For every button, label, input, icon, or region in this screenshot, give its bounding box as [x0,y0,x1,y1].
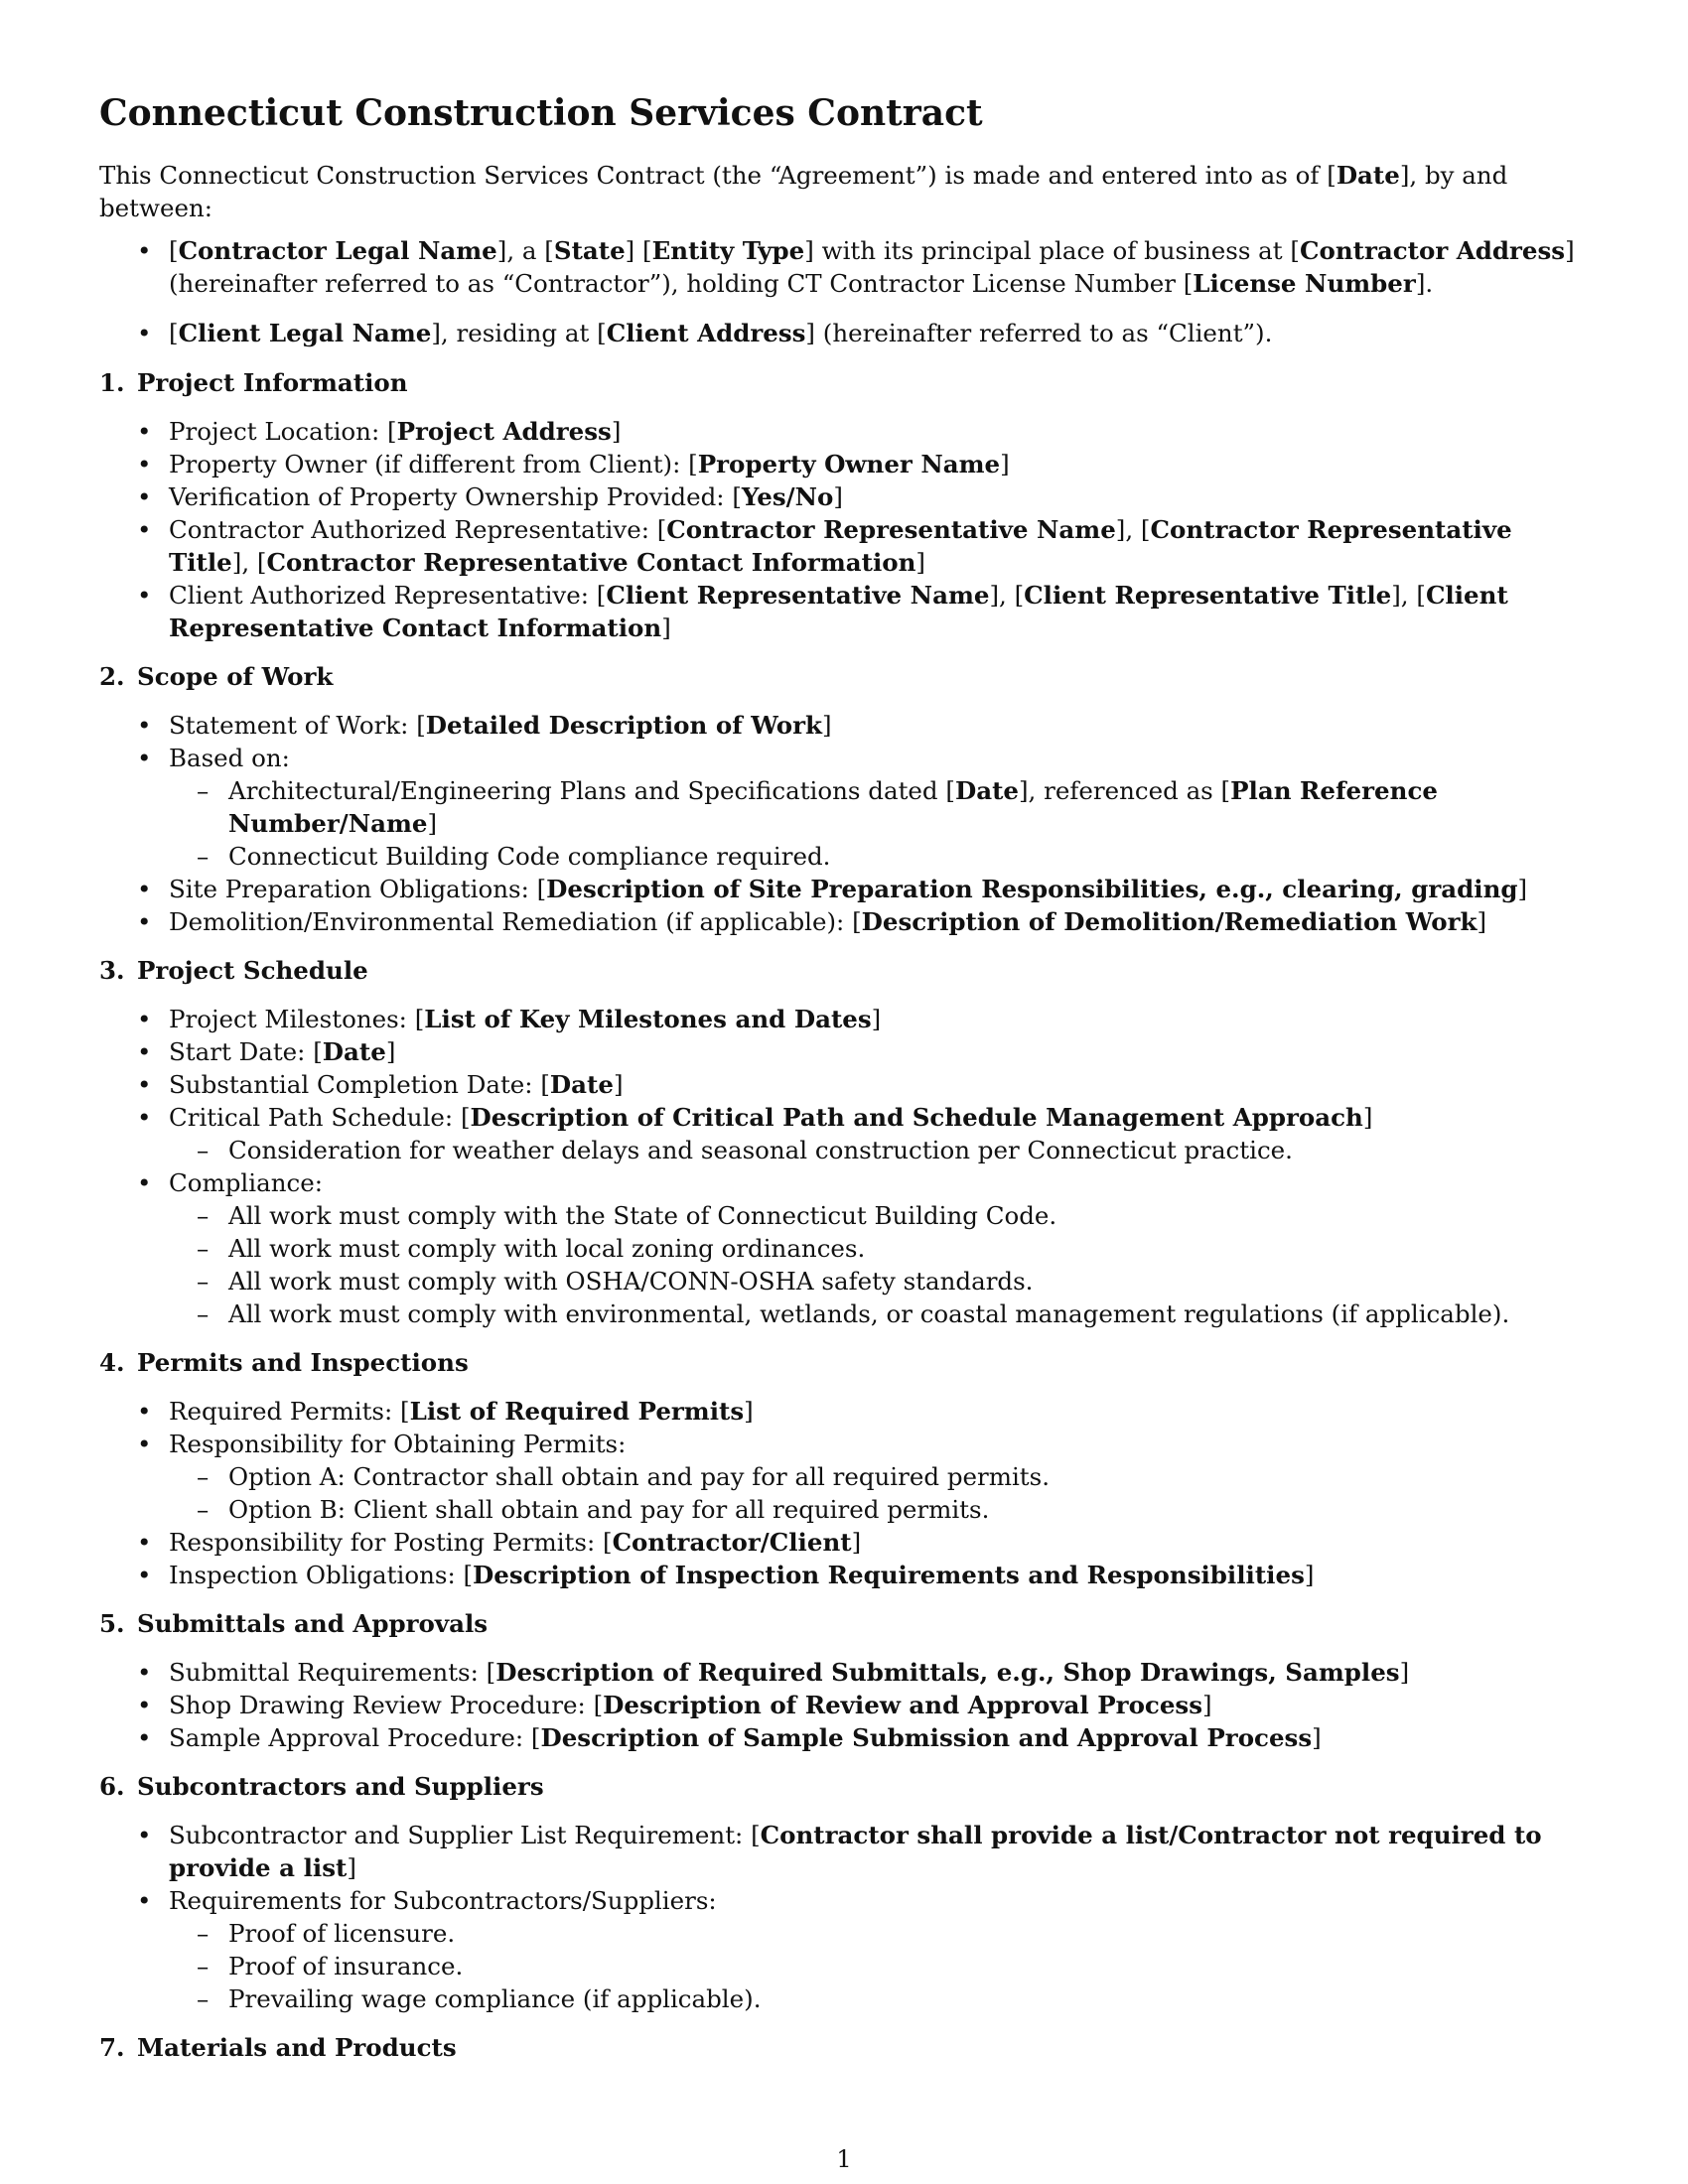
placeholder: Client Representative Name [606,581,990,610]
list-item [129,1689,1589,1721]
placeholder: Detailed Description of Work [425,711,823,740]
bullet-icon: • [137,1005,152,1033]
item-label: Based on: [169,744,290,772]
item-label: Start Date: [ [169,1037,323,1066]
bullet-icon: • [137,1103,152,1132]
placeholder: List of Key Milestones and Dates [424,1005,872,1033]
list-item [129,415,1589,448]
placeholder: Contractor Representative Title [169,515,1512,577]
section-number: 4. [99,1348,125,1377]
text: ] [1304,1561,1315,1589]
text: [ [169,319,179,347]
text: ] (hereinafter referred to as “Client”). [805,319,1273,347]
bullet-icon: • [137,1070,152,1099]
bullet-icon: • [137,1886,152,1915]
list-item [129,1428,1589,1526]
item-text: Connecticut Building Code compliance required. [228,842,831,871]
dash-icon: – [197,1462,210,1491]
sub-item [189,1199,1589,1232]
sub-item [189,840,1589,873]
item-label: Demolition/Environmental Remediation (if applicable): [ [169,907,862,936]
item-label: Sample Approval Procedure: [ [169,1723,541,1752]
sub-item [189,1982,1589,2015]
intro-paragraph [99,159,1589,224]
dash-icon: – [197,1299,210,1328]
item-label: Submittal Requirements: [ [169,1658,496,1687]
placeholder: Contractor shall provide a list/Contractor not required to provide a list [169,1821,1542,1882]
list-item [129,448,1589,480]
item-label: Project Location: [ [169,417,397,446]
text: ] [744,1397,754,1426]
bullet-icon: • [137,1821,152,1849]
bullet-icon: • [137,1658,152,1687]
placeholder: Client Representative Contact Information [169,581,1508,642]
sub-item [189,1460,1589,1493]
dash-icon: – [197,1495,210,1524]
placeholder: Description of Required Submittals, e.g., Shop Drawings, Samples [495,1658,1400,1687]
item-text: Prevailing wage compliance (if applicable). [228,1984,762,2013]
list-item [129,513,1589,579]
bullet-icon: • [137,482,152,511]
document-page [99,91,1589,2080]
license-number-placeholder: License Number [1193,269,1416,298]
text: [ [169,236,179,265]
list-item [129,1035,1589,1068]
item-label: Client Authorized Representative: [ [169,581,607,610]
section-number: 6. [99,1772,125,1801]
text: ], referenced as [ [1018,776,1231,805]
bullet-icon: • [137,1691,152,1719]
dash-icon: – [197,776,210,805]
text: ], [ [989,581,1025,610]
bullet-icon: • [137,1430,152,1458]
contractor-address-placeholder: Contractor Address [1299,236,1566,265]
section-title: Permits and Inspections [137,1348,469,1377]
item-label: Responsibility for Obtaining Permits: [169,1430,627,1458]
bullet-icon: • [137,744,152,772]
placeholder: Yes/No [741,482,834,511]
list-item [129,1819,1589,1884]
text: ] (hereinafter referred to as “Contractor”), holding CT Contractor License Number [ [169,236,1575,298]
section-heading-6 [99,1770,1589,1803]
item-label: Requirements for Subcontractors/Suppliers: [169,1886,717,1915]
bullet-icon: • [137,1397,152,1426]
placeholder: Description of Sample Submission and Approval Process [540,1723,1313,1752]
bullet-icon: • [137,1168,152,1197]
sub-item [189,1493,1589,1526]
bullet-icon: • [137,417,152,446]
placeholder: Contractor/Client [612,1528,852,1557]
text: ] [347,1853,356,1882]
dash-icon: – [197,1234,210,1263]
parties-list [99,234,1589,349]
text: ] [1312,1723,1322,1752]
list-item [129,579,1589,644]
text: ] [851,1528,862,1557]
item-label: Required Permits: [ [169,1397,410,1426]
list-item [129,1003,1589,1035]
item-label: Substantial Completion Date: [ [169,1070,550,1099]
item-text: Consideration for weather delays and seasonal construction per Connecticut practice. [228,1136,1293,1164]
section-heading-1 [99,366,1589,399]
section-3-list [99,1003,1589,1330]
bullet-icon: • [137,875,152,903]
dash-icon: – [197,1267,210,1296]
item-label: Project Milestones: [ [169,1005,425,1033]
section-5-list [99,1656,1589,1754]
placeholder: Project Address [396,417,612,446]
item-text: Option A: Contractor shall obtain and pay for all required permits. [228,1462,1050,1491]
sub-item [189,774,1589,840]
contractor-party [129,234,1589,300]
placeholder: Description of Inspection Requirements and Responsibilities [473,1561,1305,1589]
placeholder: Description of Site Preparation Responsibilities, e.g., clearing, grading [546,875,1518,903]
text: ] [1202,1691,1212,1719]
text: ], a [ [496,236,554,265]
bullet-icon: • [137,515,152,544]
bullet-icon: • [137,1723,152,1752]
item-label: Compliance: [169,1168,323,1197]
list-item [129,1395,1589,1428]
dash-icon: – [197,1201,210,1230]
text: ], [ [1391,581,1426,610]
placeholder: Property Owner Name [697,450,1001,478]
text: ] [611,417,622,446]
section-heading-7 [99,2031,1589,2064]
item-text: Proof of insurance. [228,1952,464,1980]
dash-icon: – [197,1952,210,1980]
state-placeholder: State [553,236,626,265]
page-number: 1 [836,2145,852,2173]
section-title: Project Schedule [137,956,368,985]
section-1-list [99,415,1589,644]
bullet-icon: • [137,1037,152,1066]
item-label: Contractor Authorized Representative: [ [169,515,667,544]
list-item [129,1721,1589,1754]
text: ] with its principal place of business at [ [804,236,1300,265]
dash-icon: – [197,1919,210,1948]
text: ]. [1415,269,1434,298]
dash-icon: – [197,1136,210,1164]
item-label: Critical Path Schedule: [ [169,1103,471,1132]
section-title: Materials and Products [137,2033,457,2062]
bullet-icon: • [137,450,152,478]
section-number: 1. [99,368,125,397]
list-item [129,1656,1589,1689]
bullet-icon: • [137,1528,152,1557]
section-title: Subcontractors and Suppliers [137,1772,544,1801]
placeholder: Description of Demolition/Remediation Work [861,907,1477,936]
list-item [129,905,1589,938]
text: ] [871,1005,882,1033]
section-2-list [99,709,1589,938]
list-item [129,480,1589,513]
text: ] [ [625,236,652,265]
client-legal-name-placeholder: Client Legal Name [178,319,432,347]
section-number: 3. [99,956,125,985]
item-label: Architectural/Engineering Plans and Specifications dated [ [228,776,955,805]
list-item [129,742,1589,873]
list-item [129,873,1589,905]
sub-item [189,1297,1589,1330]
section-number: 7. [99,2033,125,2062]
item-text: Proof of licensure. [228,1919,456,1948]
text: ], [ [231,548,267,577]
sub-list [169,1917,1589,2015]
section-title: Submittals and Approvals [137,1609,489,1638]
list-item [129,1166,1589,1330]
intro-text: This Connecticut Construction Services Contract (the “Agreement”) is made and entered into as of [ [99,161,1336,190]
sub-item [189,1134,1589,1166]
placeholder: Plan Reference Number/Name [228,776,1438,838]
text: ], residing at [ [431,319,607,347]
text: ] [1000,450,1010,478]
sub-item [189,1232,1589,1265]
text: ] [915,548,925,577]
text: ] [833,482,843,511]
item-label: Inspection Obligations: [ [169,1561,474,1589]
item-text: Option B: Client shall obtain and pay for all required permits. [228,1495,990,1524]
text: ] [385,1037,396,1066]
entity-type-placeholder: Entity Type [651,236,805,265]
bullet-icon: • [137,581,152,610]
bullet-icon: • [137,319,152,347]
placeholder: Date [322,1037,386,1066]
placeholder: Description of Review and Approval Process [603,1691,1203,1719]
placeholder: List of Required Permits [409,1397,745,1426]
bullet-icon: • [137,711,152,740]
text: ] [822,711,832,740]
sub-list [169,774,1589,873]
bullet-icon: • [137,236,152,265]
bullet-icon: • [137,907,152,936]
intro-text: ], by and between: [99,161,1508,222]
sub-item [189,1917,1589,1950]
sub-item [189,1265,1589,1297]
item-text: All work must comply with local zoning ordinances. [228,1234,866,1263]
section-heading-3 [99,954,1589,987]
text: ] [1362,1103,1373,1132]
placeholder: Contractor Representative Contact Information [266,548,916,577]
section-number: 5. [99,1609,125,1638]
agreement-date-placeholder: Date [1336,161,1400,190]
list-item [129,1526,1589,1559]
item-text: All work must comply with OSHA/CONN-OSHA safety standards. [228,1267,1034,1296]
item-label: Statement of Work: [ [169,711,426,740]
item-label: Property Owner (if different from Client): [ [169,450,698,478]
item-text: All work must comply with the State of Connecticut Building Code. [228,1201,1057,1230]
list-item [129,1068,1589,1101]
bullet-icon: • [137,1561,152,1589]
section-heading-5 [99,1607,1589,1640]
section-6-list [99,1819,1589,2015]
contractor-legal-name-placeholder: Contractor Legal Name [178,236,497,265]
dash-icon: – [197,1984,210,2013]
item-label: Verification of Property Ownership Provided: [ [169,482,742,511]
list-item [129,1559,1589,1591]
section-number: 2. [99,662,125,691]
placeholder: Date [954,776,1019,805]
dash-icon: – [197,842,210,871]
item-label: Responsibility for Posting Permits: [ [169,1528,613,1557]
list-item [129,709,1589,742]
client-party [129,317,1589,349]
section-title: Project Information [137,368,408,397]
item-label: Subcontractor and Supplier List Requirement: [ [169,1821,761,1849]
sub-list [169,1460,1589,1526]
item-text: All work must comply with environmental, wetlands, or coastal management regulations (if applicable). [228,1299,1510,1328]
text: ] [1517,875,1528,903]
placeholder: Description of Critical Path and Schedule Management Approach [470,1103,1363,1132]
text: ] [427,809,438,838]
item-label: Site Preparation Obligations: [ [169,875,547,903]
sub-item [189,1950,1589,1982]
document-title: Connecticut Construction Services Contract [99,92,983,134]
text: ] [613,1070,624,1099]
text: ] [1399,1658,1410,1687]
section-heading-4 [99,1346,1589,1379]
list-item [129,1101,1589,1166]
text: ] [661,614,671,642]
text: ] [1477,907,1487,936]
section-heading-2 [99,660,1589,693]
section-4-list [99,1395,1589,1591]
client-address-placeholder: Client Address [606,319,806,347]
sub-list [169,1134,1589,1166]
list-item [129,1884,1589,2015]
section-title: Scope of Work [137,662,334,691]
sub-list [169,1199,1589,1330]
placeholder: Contractor Representative Name [666,515,1116,544]
placeholder: Client Representative Title [1024,581,1392,610]
placeholder: Date [549,1070,614,1099]
item-label: Shop Drawing Review Procedure: [ [169,1691,604,1719]
text: ], [ [1115,515,1151,544]
